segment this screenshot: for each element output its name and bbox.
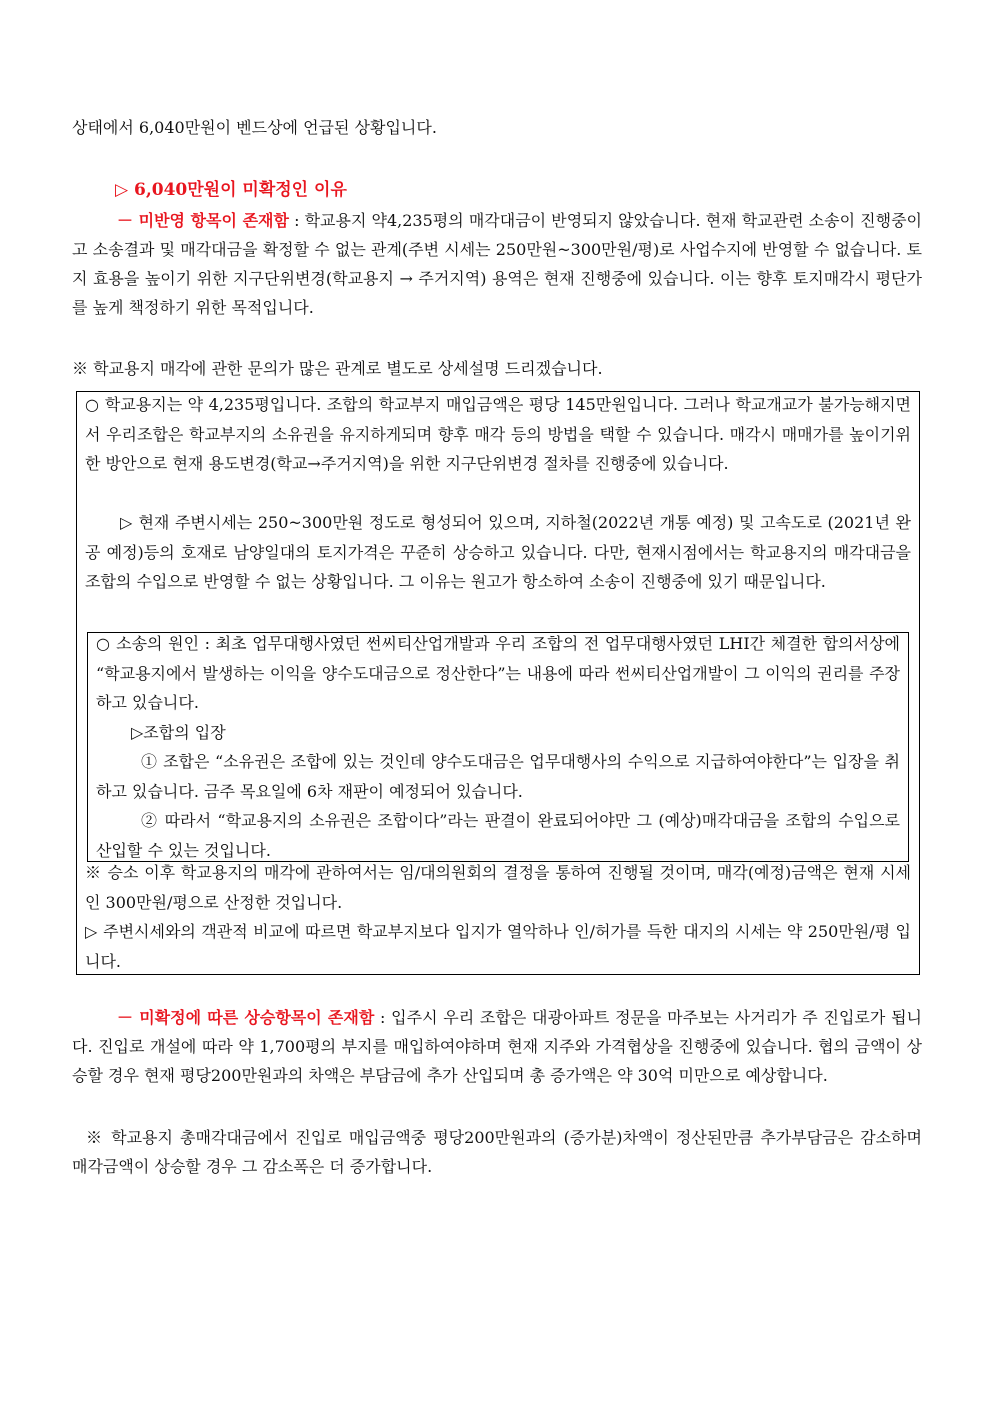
section1-paragraph: [72, 206, 922, 322]
union-position-item-1: ① 조합은 “소유권은 조합에 있는 것인데 양수도대금은 업무대행사의 수익으로 지급하여야한다”는 입장을 취하고 있습니다. 금주 목요일에 6차 재판이 예정되어 있습니다.: [96, 752, 900, 801]
box-paragraph-1: ○ 학교용지는 약 4,235평입니다. 조합의 학교부지 매입금액은 평당 145만원입니다. 그러나 학교개교가 불가능해지면서 우리조합은 학교부지의 소유권을 유지하게되며 향후 매각 등의 방법을 택할 수 있습니다. 매각시 매매가를 높이기위한 방안으로 현재 용도변경(학교→주거지역)을 위한 지구단위변경 절차를 진행중에 있습니다.: [85, 395, 911, 473]
lawsuit-detail-box: [87, 632, 909, 862]
note2-text: ※ 학교용지 총매각대금에서 진입로 매입금액중 평당200만원과의 (증가분)차액이 정산된만큼 추가부담금은 감소하며 매각금액이 상승할 경우 그 감소폭은 더 증가합니다.: [72, 1128, 922, 1176]
intro-text: 상태에서 6,040만원이 벤드상에 언급된 상황입니다.: [72, 118, 437, 137]
lawsuit-cause-text: ○ 소송의 원인 : 최초 업무대행사였던 썬씨티산업개발과 우리 조합의 전 업무대행사였던 LHI간 체결한 합의서상에 “학교용지에서 발생하는 이익을 양수도대금으로 정산한다”는 내용에 따라 썬씨티산업개발이 그 이익의 권리를 주장하고 있습니다.: [96, 634, 900, 712]
section1-label: － 미반영 항목이 존재함: [117, 211, 289, 230]
section1-body: : 학교용지 약4,235평의 매각대금이 반영되지 않았습니다. 현재 학교관련 소송이 진행중이고 소송결과 및 매각대금을 확정할 수 없는 관계(주변 시세는 250만원~300만원/평)로 사업수지에 반영할 수 없습니다. 토지 효용을 높이기 위한 지구단위변경(학교용지 → 주거지역) 용역은 현재 진행중에 있습니다. 이는 향후 토지매각시 평단가를 높게 책정하기 위한 목적입니다.: [72, 211, 922, 317]
section2-paragraph: [72, 1003, 922, 1090]
box-paragraph-3: ※ 승소 이후 학교용지의 매각에 관하여서는 임/대의원회의 결정을 통하여 진행될 것이며, 매각(예정)금액은 현재 시세인 300만원/평으로 산정한 것입니다.: [85, 863, 911, 912]
box-paragraph-2: ▷ 현재 주변시세는 250~300만원 정도로 형성되어 있으며, 지하철(2022년 개통 예정) 및 고속도로 (2021년 완공 예정)등의 호재로 남양일대의 토지가격은 꾸준히 상승하고 있습니다. 다만, 현재시점에서는 학교용지의 매각대금을 조합의 수입으로 반영할 수 없는 상황입니다. 그 이유는 원고가 항소하여 소송이 진행중에 있기 때문입니다.: [85, 513, 911, 591]
school-land-detail-box: [76, 391, 920, 975]
union-position-item-2: ② 따라서 “학교용지의 소유권은 조합이다”라는 판결이 완료되어야만 그 (예상)매각대금을 조합의 수입으로 산입할 수 있는 것입니다.: [96, 811, 900, 860]
section2-label: － 미확정에 따른 상승항목이 존재함: [117, 1008, 375, 1027]
note1-text: ※ 학교용지 매각에 관한 문의가 많은 관계로 별도로 상세설명 드리겠습니다.: [72, 359, 603, 378]
box-paragraph-4: ▷ 주변시세와의 객관적 비교에 따르면 학교부지보다 입지가 열악하나 인/허가를 득한 대지의 시세는 약 250만원/평 입니다.: [85, 922, 911, 971]
union-position-heading: ▷조합의 입장: [131, 723, 226, 742]
section2-body: : 입주시 우리 조합은 대광아파트 정문을 마주보는 사거리가 주 진입로가 됩니다. 진입로 개설에 따라 약 1,700평의 부지를 매입하여야하며 현재 지주와 가격협상을 진행중에 있습니다. 협의 금액이 상승할 경우 현재 평당200만원과의 차액은 부담금에 추가 산입되며 총 증가액은 약 30억 미만으로 예상합니다.: [72, 1008, 922, 1085]
section-heading: ▷ 6,040만원이 미확정인 이유: [115, 180, 347, 200]
